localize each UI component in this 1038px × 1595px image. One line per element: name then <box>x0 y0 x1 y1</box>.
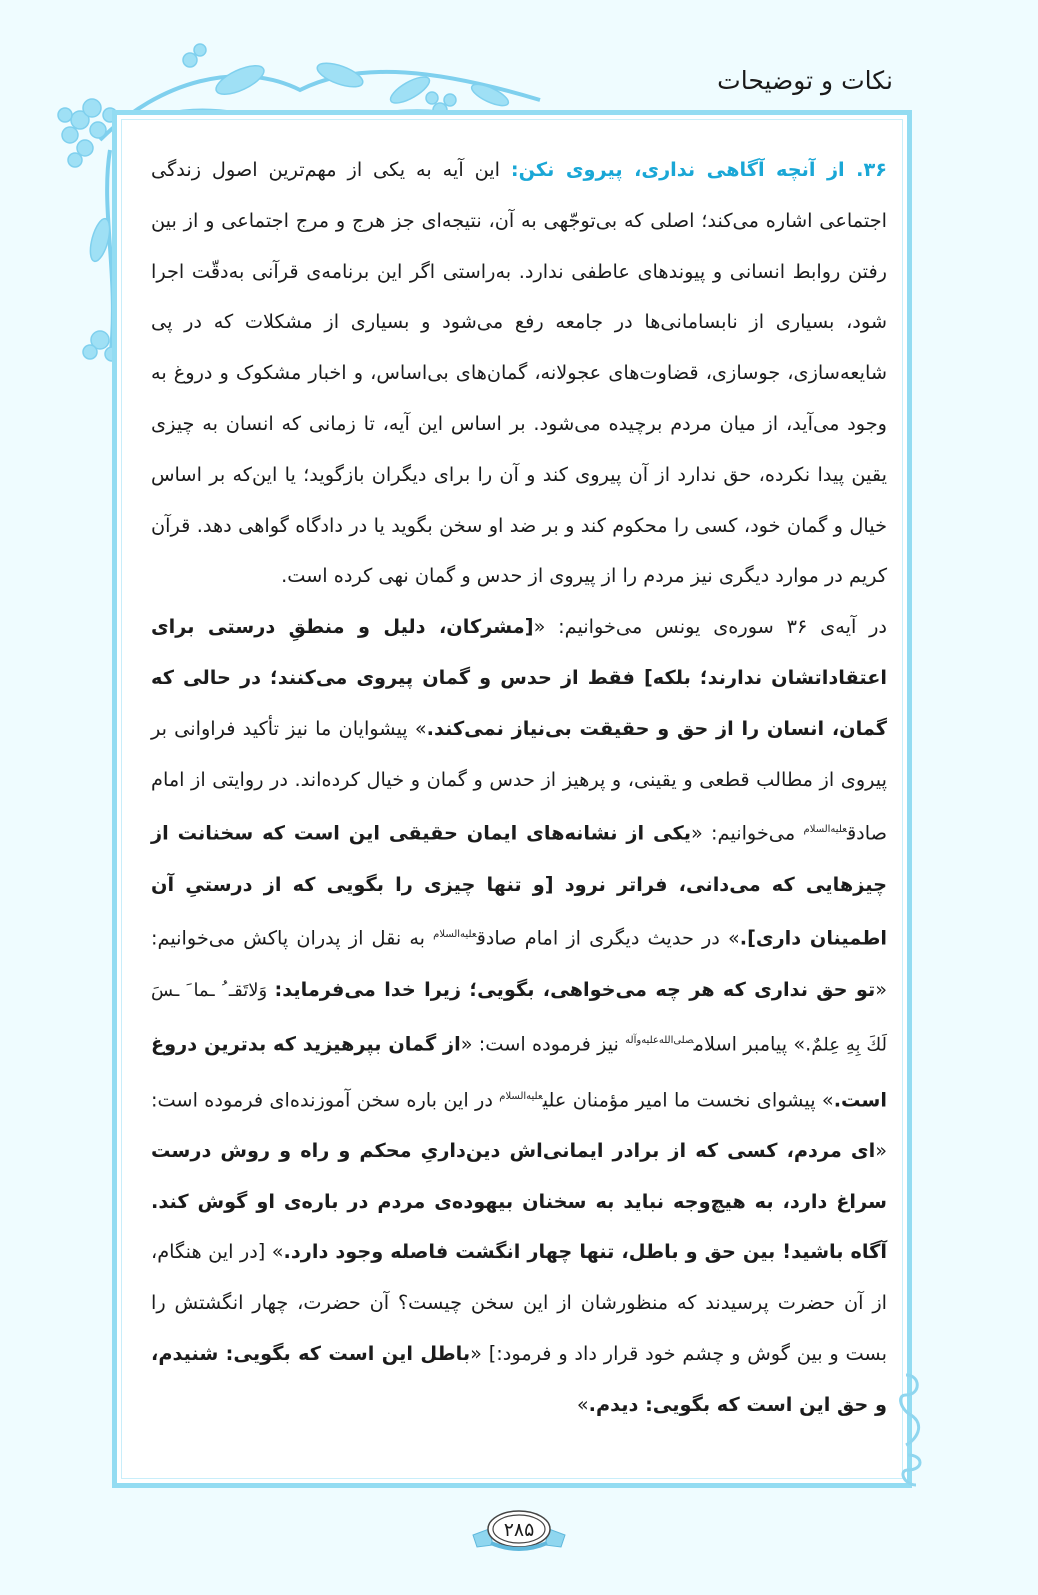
paragraph-1 <box>151 145 887 602</box>
text-run: » پیشوایان ما نیز تأکید فراوانی بر پیروی از مطالب قطعی و یقینی، و پرهیز از حدس و گمان و خیال کرده‌اند. در روایتی از امام صادق <box>151 716 888 845</box>
paragraph-text: این آیه به یکی از مهم‌ترین اصول زندگی اجتماعی اشاره می‌کند؛ اصلی که بی‌توجّهی به آن، نتیجه‌ای جز هرج و مرج اجتماعی و از بین رفتن روابط انسانی و پیوندهای عاطفی ندارد. به‌راستی اگر این برنامه‌ی قرآنی به‌دقّت اجرا شود، بسیاری از نابسامانی‌ها در جامعه رفع می‌شود و بسیاری از مشکلات که در پی شایعه‌سازی، جوسازی، قضاوت‌های عجولانه، گمان‌های بی‌اساس، و اخبار مشکوک و دروغ به وجود می‌آید، از میان مردم برچیده می‌شود. بر اساس این آیه، تا زمانی که انسان به چیزی یقین پیدا نکرده، حق ندارد از آن پیروی کند و آن را برای دیگران بازگوید؛ یا این‌که بر اساس خیال و گمان خود، کسی را محکوم کند و بر ضد او سخن بگوید یا در دادگاه گواهی دهد. قرآن کریم در موارد دیگری نیز مردم را از پیروی از حدس و گمان نهی کرده است. <box>151 158 887 588</box>
honorific-glyph: علیه‌السلام <box>499 1090 543 1102</box>
text-run: نیز فرموده است: « <box>460 1032 626 1056</box>
honorific-glyph: علیه‌السلام <box>803 824 847 836</box>
quote-bold: ای مردم، کسی که از برادر ایمانی‌اش دین‌داریِ محکم و راه و روش درست سراغ دارد، به هیچ‌وجه نباید به سخنان بیهوده‌ی مردم در باره‌ی او گوش کند. آگاه باشید! بین حق و باطل، تنها چهار انگشت فاصله وجود دارد. <box>151 1138 887 1264</box>
text-run: در آیه‌ی ۳۶ سوره‌ی یونس می‌خوانیم: « <box>533 615 888 639</box>
text-run: » [در این هنگام، از آن حضرت پرسیدند که منظورشان از این سخن چیست؟ آن حضرت، چهار انگشتش را بست و بین گوش و چشم خود قرار داد و فرمود:] « <box>151 1240 887 1366</box>
text-run: » <box>576 1392 589 1416</box>
honorific-glyph: علیه‌السلام <box>433 929 477 941</box>
text-run: » در حدیث دیگری از امام صادق <box>476 926 740 950</box>
quote-bold: یکی از نشانه‌های ایمان حقیقی این است که سخنانت از چیزهایی که می‌دانی، فراتر نرود [و تنها چیزی را بگویی که از درستیِ آن اطمینان داری]. <box>151 821 887 950</box>
body-text <box>151 145 887 1431</box>
quote-bold: تو حق نداری که هر چه می‌خواهی، بگویی؛ زیرا خدا می‌فرماید: <box>274 977 876 1001</box>
text-run: .» پیامبر اسلام <box>693 1032 812 1056</box>
quote-bold: از گمان بپرهیزید که بدترین دروغ است. <box>151 1032 887 1112</box>
text-run: به نقل از پدران پاکش می‌خوانیم: « <box>151 926 887 1001</box>
paragraph-2 <box>151 602 887 1430</box>
scroll-ornament-icon <box>896 1370 936 1490</box>
quran-verse: وَلاتَقـ ُ ـما َ ـسَ لَكَ بِهِ عِلمٌ <box>151 979 888 1056</box>
text-run: در این باره سخن آموزنده‌ای فرموده است: « <box>151 1088 887 1162</box>
note-heading: ۳۶. از آنچه آگاهی نداری، پیروی نکن: <box>510 158 887 181</box>
running-title: نکات و توضیحات <box>717 66 893 95</box>
quote-bold: باطل این است که بگویی: شنیدم، و حق این است که بگویی: دیدم. <box>151 1342 887 1416</box>
text-run: می‌خوانیم: « <box>690 821 804 845</box>
quote-bold: [مشرکان، دلیل و منطقِ درستی برای اعتقاداتشان ندارند؛ بلکه] فقط از حدس و گمان پیروی می‌کنند؛ در حالی که گمان، انسان را از حق و حقیقت بی‌نیاز نمی‌کند. <box>151 615 887 740</box>
content-frame <box>112 110 912 1488</box>
honorific-glyph: صلی‌الله‌علیه‌وآله <box>625 1035 694 1047</box>
text-run: » پیشوای نخست ما امیر مؤمنان علی <box>542 1088 834 1112</box>
page-number: ۲۸۵ <box>503 1519 535 1541</box>
